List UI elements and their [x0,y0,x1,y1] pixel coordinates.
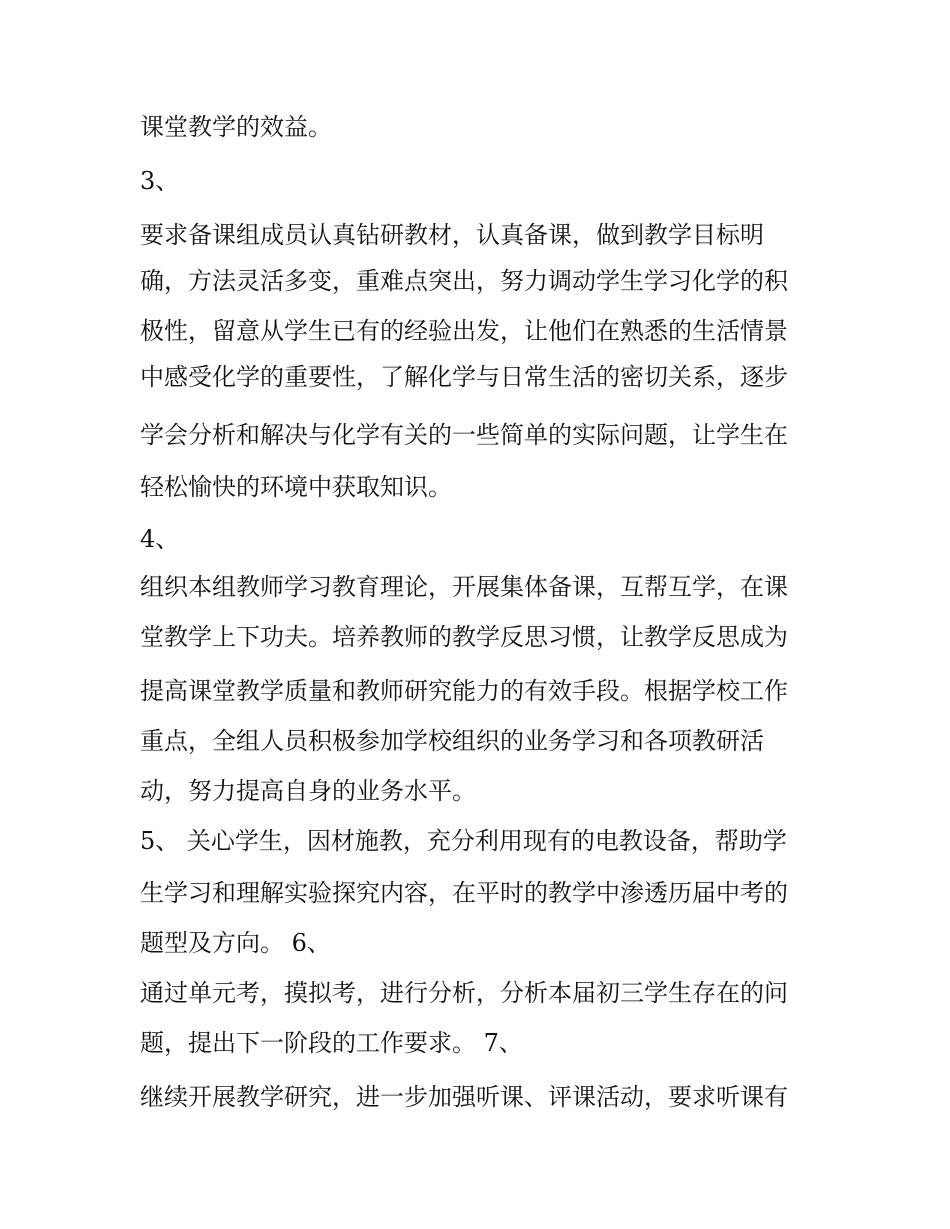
text-line: 提高课堂教学质量和教师研究能力的有效手段。根据学校工作 [140,677,788,705]
text-line: 组织本组教师学习教育理论，开展集体备课，互帮互学，在课 [140,573,788,601]
text-line: 生学习和理解实验探究内容，在平时的教学中渗透历届中考的 [140,879,788,907]
text-line: 题，提出下一阶段的工作要求。 7、 [140,1029,523,1057]
text-line: 4、 [140,525,180,553]
text-line: 堂教学上下功夫。培养教师的教学反思习惯，让教学反思成为 [140,623,788,651]
text-line: 题型及方向。 6、 [140,929,331,957]
text-line: 重点，全组人员积极参加学校组织的业务学习和各项教研活 [140,727,764,755]
text-line: 动，努力提高自身的业务水平。 [140,777,476,805]
text-line: 课堂教学的效益。 [140,113,332,141]
text-line: 要求备课组成员认真钻研教材，认真备课，做到教学目标明 [140,221,764,249]
text-line: 学会分析和解决与化学有关的一些简单的实际问题，让学生在 [140,421,788,449]
text-line: 继续开展教学研究，进一步加强听课、评课活动，要求听课有 [140,1083,788,1111]
text-line: 5、 关心学生，因材施教，充分利用现有的电教设备，帮助学 [140,827,787,855]
text-line: 确，方法灵活多变，重难点突出，努力调动学生学习化学的积 [140,267,788,295]
text-line: 轻松愉快的环境中获取知识。 [140,473,452,501]
text-line: 中感受化学的重要性，了解化学与日常生活的密切关系，逐步 [140,363,788,391]
text-line: 极性，留意从学生已有的经验出发，让他们在熟悉的生活情景 [140,317,788,345]
text-line: 3、 [140,167,180,195]
text-line: 通过单元考，摸拟考，进行分析，分析本届初三学生存在的问 [140,979,788,1007]
